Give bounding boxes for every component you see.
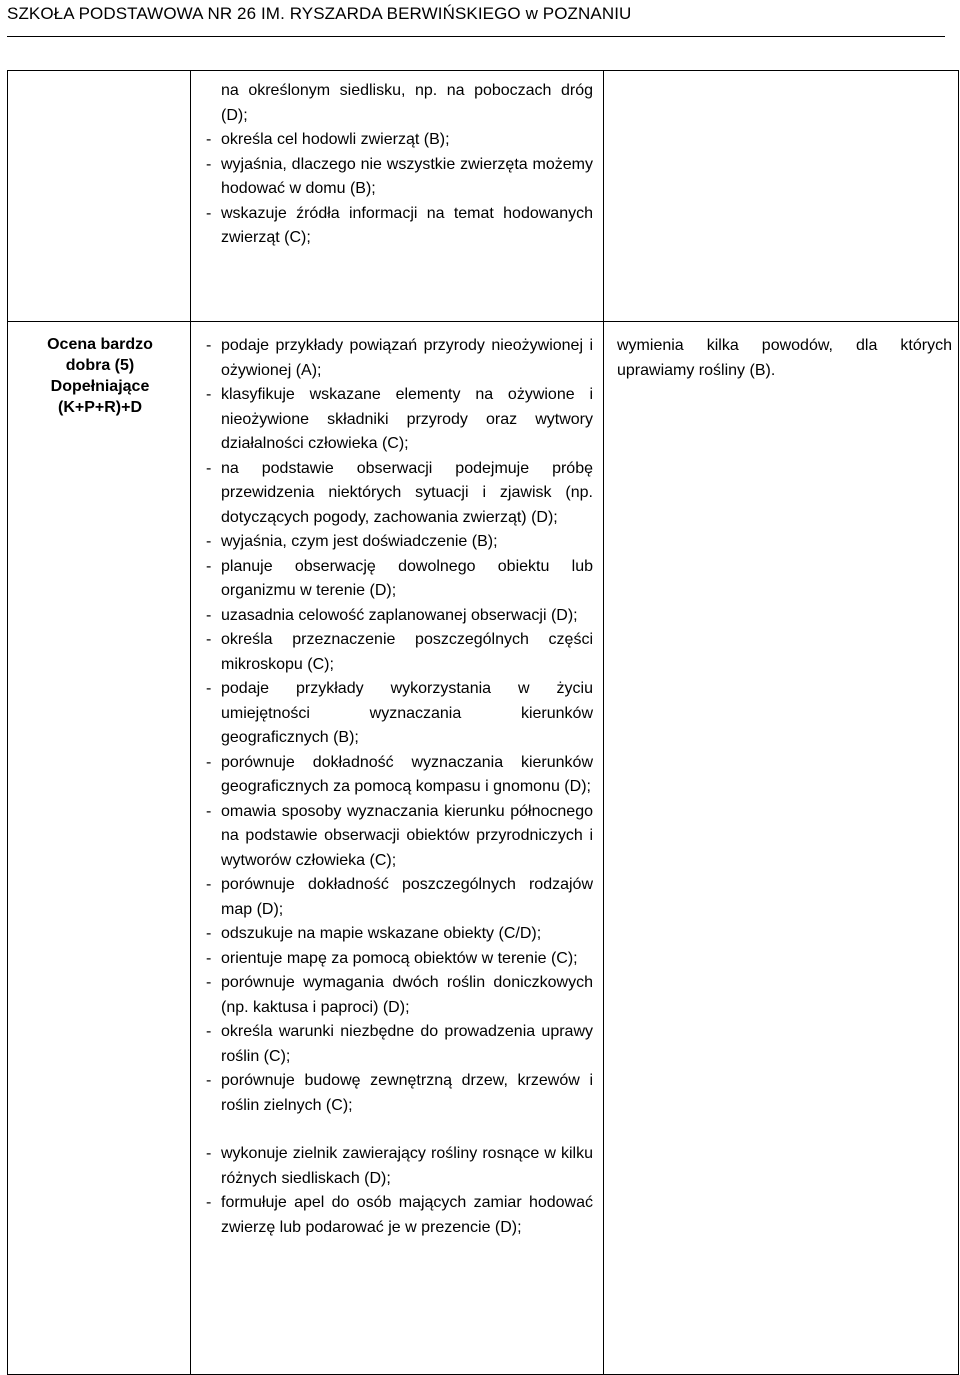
page-header-title: SZKOŁA PODSTAWOWA NR 26 IM. RYSZARDA BERWIŃSKIEGO w POZNANIU bbox=[7, 4, 632, 23]
list-item: - omawia sposoby wyznaczania kierunku północnego na podstawie obserwacji obiektów przyrodniczych i wytworów człowieka (C); bbox=[206, 800, 593, 874]
grade-label-line: dobra (5) bbox=[65, 357, 135, 374]
list-item: - formułuje apel do osób mających zamiar hodować zwierzę lub podarować je w prezencie (D); bbox=[206, 1191, 593, 1240]
list-item: - porównuje wymagania dwóch roślin doniczkowych (np. kaktusa i paproci) (D); bbox=[206, 971, 593, 1020]
grade-label-line: Ocena bardzo bbox=[47, 336, 153, 353]
list-item: - odszukuje na mapie wskazane obiekty (C/D); bbox=[206, 922, 593, 947]
list-item: - wskazuje źródła informacji na temat hodowanych zwierząt (C); bbox=[206, 202, 593, 251]
grade-cell-empty bbox=[8, 71, 191, 322]
list-item: - określa cel hodowli zwierząt (B); bbox=[206, 128, 593, 153]
grade-label-line: (K+P+R)+D bbox=[57, 399, 143, 416]
list-item: - porównuje budowę zewnętrzną drzew, krzewów i roślin zielnych (C); bbox=[206, 1069, 593, 1118]
list-item: - porównuje dokładność wyznaczania kierunków geograficznych za pomocą kompasu i gnomonu (D); bbox=[206, 751, 593, 800]
requirements-list bbox=[206, 79, 593, 251]
list-item: - wyjaśnia, czym jest doświadczenie (B); bbox=[206, 530, 593, 555]
list-item: - planuje obserwację dowolnego obiektu lub organizmu w terenie (D); bbox=[206, 555, 593, 604]
list-item: - określa przeznaczenie poszczególnych części mikroskopu (C); bbox=[206, 628, 593, 677]
list-item: - klasyfikuje wskazane elementy na ożywione i nieożywione składniki przyrody oraz wytwory działalności człowieka (C); bbox=[206, 383, 593, 457]
list-item: - podaje przykłady wykorzystania w życiu umiejętności wyznaczania kierunków geograficznych (B); bbox=[206, 677, 593, 751]
requirements-list bbox=[206, 334, 593, 1118]
list-item: - na podstawie obserwacji podejmuje próbę przewidzenia niektórych sytuacji i zjawisk (np. dotyczących pogody, zachowania zwierząt) (D); bbox=[206, 457, 593, 531]
list-item: - orientuje mapę za pomocą obiektów w terenie (C); bbox=[206, 947, 593, 972]
requirements-table bbox=[7, 70, 959, 1375]
list-item: - podaje przykłady powiązań przyrody nieożywionej i ożywionej (A); bbox=[206, 334, 593, 383]
extra-cell-empty bbox=[604, 71, 959, 322]
extra-requirement-text: wymienia kilka powodów, dla których uprawiamy rośliny (B). bbox=[617, 337, 952, 379]
header-divider bbox=[7, 36, 945, 37]
requirements-list bbox=[206, 1142, 593, 1240]
list-item: - wyjaśnia, dlaczego nie wszystkie zwierzęta możemy hodować w domu (B); bbox=[206, 153, 593, 202]
list-item: - porównuje dokładność poszczególnych rodzajów map (D); bbox=[206, 873, 593, 922]
extra-requirements-cell bbox=[604, 322, 959, 1375]
table-row bbox=[8, 71, 959, 322]
list-item: na określonym siedlisku, np. na poboczach dróg (D); bbox=[221, 82, 593, 124]
list-item: - wykonuje zielnik zawierający rośliny rosnące w kilku różnych siedliskach (D); bbox=[206, 1142, 593, 1191]
requirements-cell bbox=[191, 322, 604, 1375]
grade-cell bbox=[8, 322, 191, 1375]
list-item: - uzasadnia celowość zaplanowanej obserwacji (D); bbox=[206, 604, 593, 629]
table-row bbox=[8, 322, 959, 1375]
list-item: - określa warunki niezbędne do prowadzenia uprawy roślin (C); bbox=[206, 1020, 593, 1069]
requirements-cell bbox=[191, 71, 604, 322]
grade-label-line: Dopełniające bbox=[50, 378, 150, 395]
